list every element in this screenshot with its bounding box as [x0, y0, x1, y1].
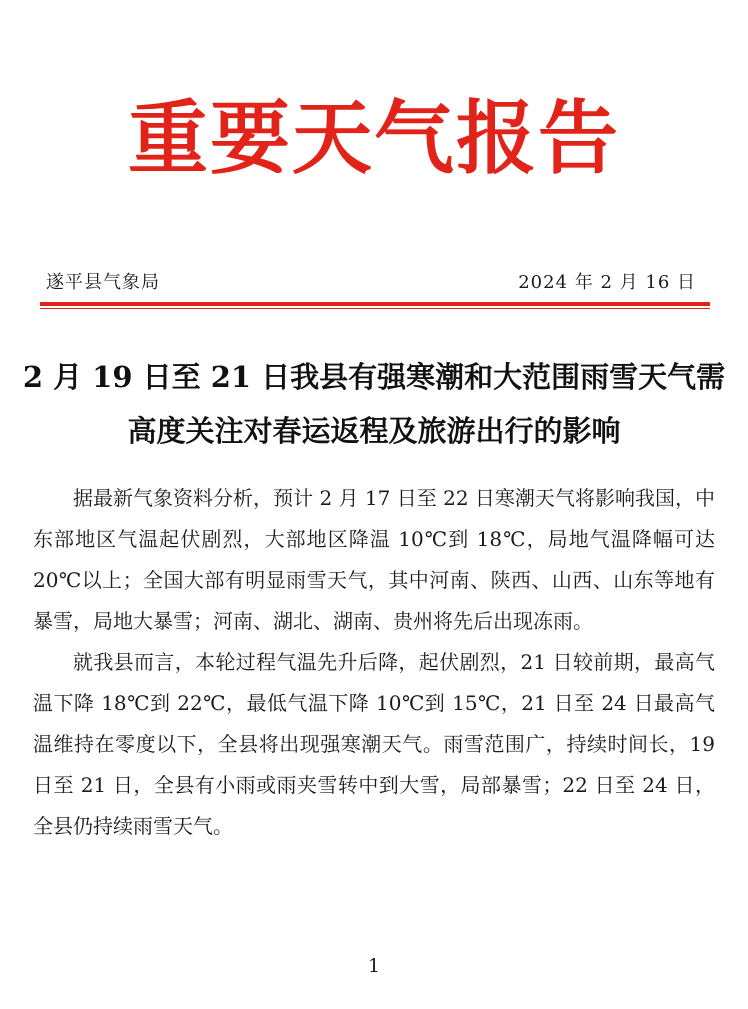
- meta-row: [46, 268, 696, 298]
- body-paragraph-2: 就我县而言，本轮过程气温先升后降，起伏剧烈，21 日较前期，最高气温下降 18℃到 22℃，最低气温下降 10℃到 15℃，21 日至 24 日最高气温维持在零度以下，全县将出现强寒潮天气。雨雪范围广，持续时间长，19 日至 21 日，全县有小雨或雨夹雪转中到大雪，局部暴雪；22 日至 24 日，全县仍持续雨雪天气。: [33, 650, 715, 838]
- issuing-agency: 遂平县气象局: [46, 272, 160, 293]
- red-divider-thin: [40, 308, 710, 309]
- article-body: [33, 478, 715, 847]
- article-headline: 2 月 19 日至 21 日我县有强寒潮和大范围雨雪天气需高度关注对春运返程及旅游出行的影响: [22, 360, 726, 448]
- issue-date: 2024 年 2 月 16 日: [518, 272, 696, 293]
- masthead-title: 重要天气报告: [128, 91, 620, 185]
- red-divider-thick: [40, 302, 710, 306]
- page-number: 1: [367, 955, 381, 977]
- body-paragraph-1: 据最新气象资料分析，预计 2 月 17 日至 22 日寒潮天气将影响我国，中东部地区气温起伏剧烈，大部地区降温 10℃到 18℃，局地气温降幅可达 20℃以上；全国大部有明显雨雪天气，其中河南、陕西、山西、山东等地有暴雪，局地大暴雪；河南、湖北、湖南、贵州将先后出现冻雨。: [33, 486, 715, 633]
